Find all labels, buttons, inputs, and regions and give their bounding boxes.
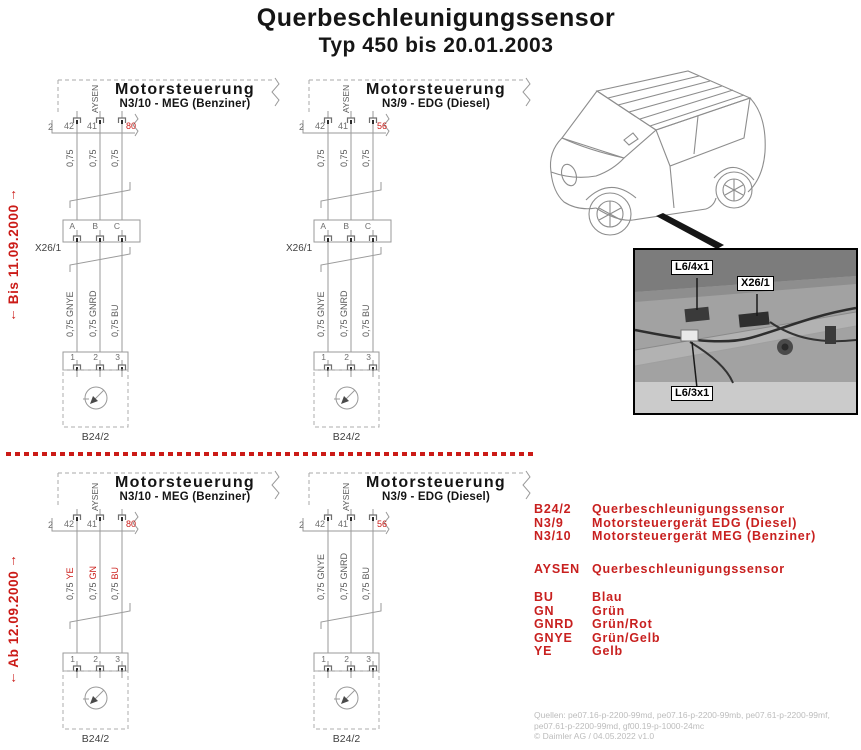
ecu-title: Motorsteuerung [366,474,506,491]
wire-label: 0,75 GNRD [88,290,98,337]
schematic-bottom-mid-edg [295,467,545,750]
source-line2: pe07.61-p-2200-99md, gf00.19-p-1000-24mc [534,720,705,731]
legend-row [534,530,816,543]
schematic-top-left-meg [35,74,294,454]
wire-color-code: GNRD [339,552,349,580]
legend-desc: Gelb [592,644,623,658]
wire-color-code: BU [110,566,120,580]
wire-label: 0,75 GNYE [65,291,75,337]
legend-code: AYSEN [534,562,580,576]
ecu-pin-number: 42 [63,519,74,529]
wire-size: 0,75 [88,582,98,600]
sensor-label: B24/2 [81,431,110,443]
legend-code: YE [534,644,553,658]
ecu-subtitle: N3/10 - MEG (Benziner) [119,491,251,503]
legend-row [534,503,785,516]
wire-label [361,567,371,600]
arrow-up-icon: ↑ [10,186,18,202]
photo-label-l6-4x1: L6/4x1 [671,260,713,275]
validity-range-ab [6,552,21,685]
legend-row [534,618,653,631]
ecu-pin-number: 41 [86,121,97,131]
wire-color-code: YE [65,567,75,580]
connector-pin-letter: C [364,221,371,231]
ecu-plug-number: 2 [298,122,304,132]
ecu-subtitle: N3/10 - MEG (Benziner) [119,98,251,110]
wire-label [88,566,98,600]
legend-desc: Querbeschleunigungssensor [592,562,785,576]
wire-label: 0,75 BU [361,304,371,337]
sensor-pin-number: 3 [115,352,120,362]
page-title-line1: Querbeschleunigungssensor [256,4,616,32]
legend-code: GN [534,603,555,618]
ecu-pin-number: 42 [63,121,74,131]
schematic-lines [295,74,545,454]
ecu-pin-number-highlight: 56 [377,121,388,131]
arrow-up-icon: ↑ [10,552,18,568]
sensor-pin-number: 3 [366,352,371,362]
wire-label [110,567,120,600]
wire-label: 0,75 [110,149,120,167]
signal-label: AYSEN [341,84,351,113]
sensor-pin-number: 3 [115,654,120,664]
ecu-plug-number: 2 [47,520,53,530]
wire-size: 0,75 [316,582,326,600]
signal-label: AYSEN [90,482,100,511]
page-title-line2: Typ 450 bis 20.01.2003 [318,34,554,57]
ecu-title: Motorsteuerung [115,81,255,98]
schematic-lines [295,467,545,750]
schematic-lines [44,467,294,750]
source-note [534,710,830,742]
photo-label-x26-1: X26/1 [737,276,774,291]
sensor-label: B24/2 [332,431,361,443]
legend-code: N3/10 [534,529,572,543]
wire-size: 0,75 [110,582,120,600]
underbody-photo-graphic [635,250,856,413]
arrow-down-icon: ↓ [10,669,18,685]
sensor-pin-number: 2 [93,352,98,362]
legend-code: GNYE [534,630,573,645]
validity-range-bis-text: Bis 11.09.2000 [6,204,21,305]
ecu-pin-number: 42 [314,121,325,131]
wire-label: 0,75 BU [110,304,120,337]
connector-label: X26/1 [35,243,62,254]
legend-desc: Motorsteuergerät EDG (Diesel) [592,515,798,530]
ecu-title: Motorsteuerung [366,81,506,98]
connector-pin-letter: B [343,221,349,231]
legend [534,503,860,663]
wire-label: 0,75 [339,149,349,167]
legend-code: BU [534,590,554,604]
validity-range-ab-text: Ab 12.09.2000 [6,570,21,668]
legend-row [534,645,623,658]
legend-row [534,563,785,576]
connector-pin-letter: C [113,221,120,231]
wire-label: 0,75 GNRD [339,290,349,337]
connector-label: X26/1 [286,243,313,254]
ecu-pin-number: 41 [337,121,348,131]
schematic-lines [44,74,294,454]
sensor-pin-number: 2 [344,654,349,664]
ecu-plug-number: 2 [47,122,53,132]
wire-size: 0,75 [65,582,75,600]
sensor-label: B24/2 [81,733,110,745]
ecu-pin-number: 42 [314,519,325,529]
wire-color-code: GN [88,565,98,580]
acceleration-sensor-icon [334,387,358,409]
legend-code: GNRD [534,617,575,631]
wire-label [65,567,75,600]
sensor-label: B24/2 [332,733,361,745]
legend-row [534,632,660,645]
acceleration-sensor-icon [334,687,358,709]
wire-label: 0,75 [361,149,371,167]
wire-label: 0,75 GNYE [316,291,326,337]
ecu-pin-number: 41 [337,519,348,529]
wire-label: 0,75 [88,149,98,167]
wire-color-code: GNYE [316,553,326,580]
underbody-photo [633,248,858,415]
legend-desc: Grün [592,603,626,618]
sensor-pin-number: 3 [366,654,371,664]
sensor-pin-number: 1 [70,654,75,664]
wire-label [339,553,349,600]
signal-label: AYSEN [341,482,351,511]
wire-label [316,554,326,600]
sensor-pin-number: 1 [70,352,75,362]
acceleration-sensor-icon [83,687,107,709]
ecu-pin-number: 41 [86,519,97,529]
sensor-pin-number: 2 [93,654,98,664]
legend-row [534,605,625,618]
legend-desc: Motorsteuergerät MEG (Benziner) [592,529,817,543]
legend-row [534,591,622,604]
schematic-bottom-left-meg [44,467,294,750]
legend-code: B24/2 [534,502,572,516]
validity-range-bis [6,186,21,322]
connector-pin-letter: A [69,221,75,231]
wire-label: 0,75 [65,149,75,167]
connector-pin-letter: B [92,221,98,231]
legend-code: N3/9 [534,515,564,530]
page-title [228,3,644,59]
legend-desc: Querbeschleunigungssensor [592,502,785,516]
legend-desc: Grün/Gelb [592,630,661,645]
wire-label: 0,75 [316,149,326,167]
schematic-top-right-edg [286,74,545,454]
photo-label-l6-3x1: L6/3x1 [671,386,713,401]
legend-row [534,517,797,530]
arrow-down-icon: ↓ [10,306,18,322]
ecu-subtitle: N3/9 - EDG (Diesel) [382,491,490,503]
legend-desc: Grün/Rot [592,617,653,631]
sensor-pin-number: 1 [321,352,326,362]
wire-color-code: BU [361,566,371,580]
source-line1: Quellen: pe07.16-p-2200-99md, pe07.16-p-2200-99mb, pe07.61-p-2200-99mf, [534,710,830,720]
signal-label: AYSEN [90,84,100,113]
ecu-pin-number-highlight: 56 [377,519,388,529]
wire-size: 0,75 [361,582,371,600]
ecu-plug-number: 2 [298,520,304,530]
acceleration-sensor-icon [83,387,107,409]
connector-pin-letter: A [320,221,326,231]
ecu-pin-number-highlight: 80 [126,519,137,529]
sensor-pin-number: 2 [344,352,349,362]
copyright-line: © Daimler AG / 04.05.2022 v1.0 [534,731,655,741]
wire-size: 0,75 [339,582,349,600]
ecu-title: Motorsteuerung [115,474,255,491]
ecu-pin-number-highlight: 80 [126,121,137,131]
legend-desc: Blau [592,590,623,604]
sensor-pin-number: 1 [321,654,326,664]
ecu-subtitle: N3/9 - EDG (Diesel) [382,98,490,110]
